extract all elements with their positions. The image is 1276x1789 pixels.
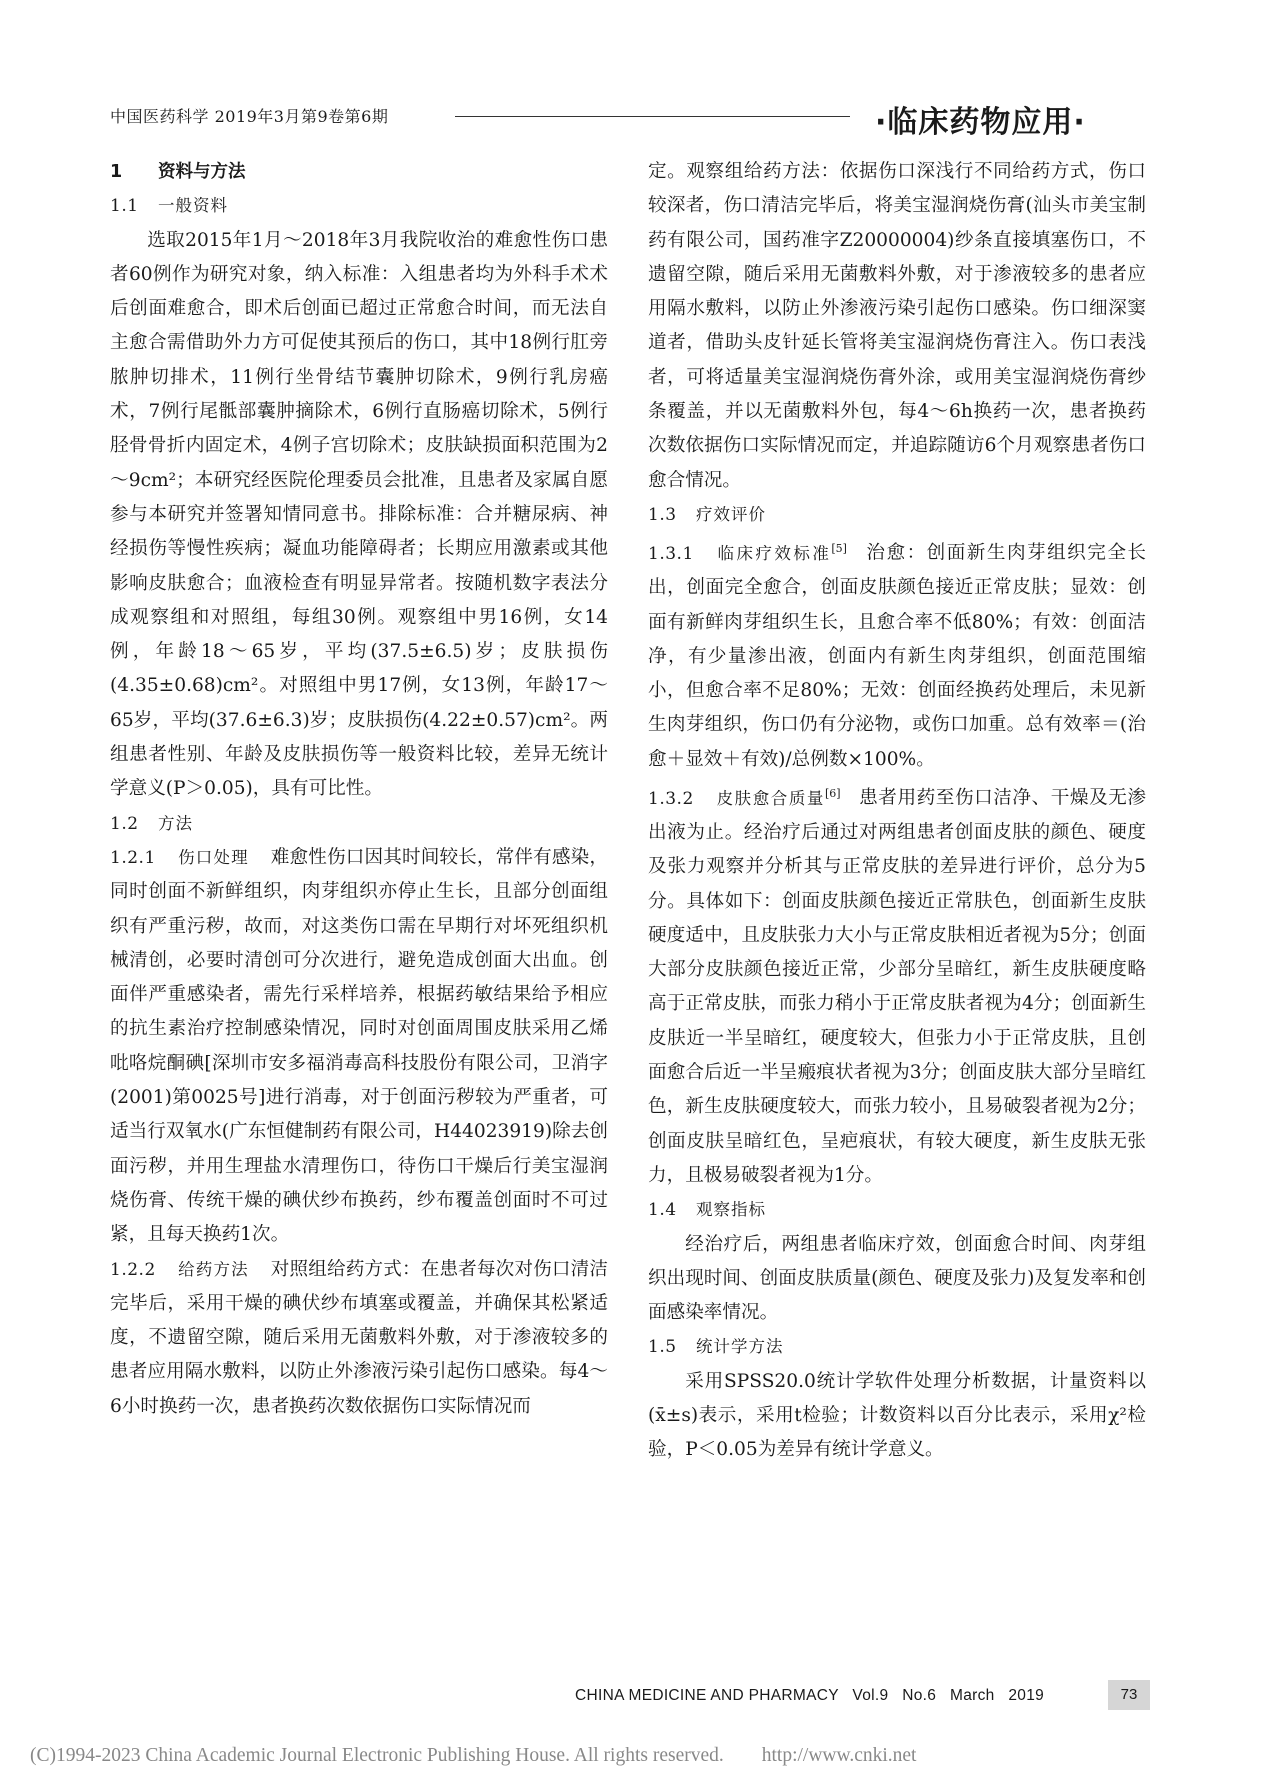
paragraph-administration-cont: 定。观察组给药方法：依据伤口深浅行不同给药方式，伤口较深者，伤口清洁完毕后，将美宝湿润烧伤膏(汕头市美宝制药有限公司，国药准字Z20000004)纱条直接填塞伤口，不遗留空隙，随后采用无菌敷料外敷，对于渗液较多的患者应用隔水敷料，以防止外渗液污染引起伤口感染。伤口细深窦道者，借助头皮针延长管将美宝湿润烧伤膏注入。伤口表浅者，可将适量美宝湿润烧伤膏外涂，或用美宝湿润烧伤膏纱条覆盖，并以无菌敷料外包，每4～6h换药一次，患者换药次数依据伤口实际情况而定，并追踪随访6个月观察患者伤口愈合情况。 xyxy=(648,161,1146,491)
paragraph-skin-quality xyxy=(648,777,1146,1193)
heading-label: 临床疗效标准 xyxy=(716,543,832,563)
right-column xyxy=(648,155,1146,1468)
heading-1-1 xyxy=(110,189,608,223)
header-rule xyxy=(455,116,850,117)
heading-label: 方法 xyxy=(158,813,193,833)
heading-label: 资料与方法 xyxy=(158,162,246,182)
heading-label: 皮肤愈合质量 xyxy=(716,788,825,808)
heading-label: 伤口处理 xyxy=(178,847,249,867)
paragraph-clinical-criteria xyxy=(648,532,1146,777)
heading-number: 1.2.2 xyxy=(110,1259,156,1280)
cnki-link[interactable]: http://www.cnki.net xyxy=(761,1745,917,1766)
heading-number: 1.3 xyxy=(648,504,677,525)
heading-number: 1.3.1 xyxy=(648,543,694,564)
heading-1-4 xyxy=(648,1193,1146,1227)
heading-1-2 xyxy=(110,807,608,841)
footer-journal: CHINA MEDICINE AND PHARMACY Vol.9 No.6 March 2019 xyxy=(575,1687,1045,1704)
paragraph-text: 对照组给药方式：在患者每次对伤口清洁完毕后，采用干燥的碘伏纱布填塞或覆盖，并确保其松紧适度，不遗留空隙，随后采用无菌敷料外敷，对于渗液较多的患者应用隔水敷料，以防止外渗液污染引起伤口感染。每4～6小时换药一次，患者换药次数依据伤口实际情况而 xyxy=(110,1258,608,1417)
paragraph-text: 难愈性伤口因其时间较长，常伴有感染，同时创面不新鲜组织，肉芽组织亦停止生长，且部分创面组织有严重污秽，故而，对这类伤口需在早期行对坏死组织机械清创，必要时清创可分次进行，避免造成创面大出血。创面伴严重感染者，需先行采样培养，根据药敏结果给予相应的抗生素治疗控制感染情况，同时对创面周围皮肤采用乙烯吡咯烷酮碘[深圳市安多福消毒高科技股份有限公司，卫消字(2001)第0025号]进行消毒，对于创面污秽较为严重者，可适当行双氧水(广东恒健制药有限公司，H44023919)除去创面污秽，并用生理盐水清理伤口，待伤口干燥后行美宝湿润烧伤膏、传统干燥的碘伏纱布换药，纱布覆盖创面时不可过紧，且每天换药1次。 xyxy=(110,846,608,1246)
paragraph-text: 患者用药至伤口洁净、干燥及无渗出液为止。经治疗后通过对两组患者创面皮肤的颜色、硬度及张力观察并分析其与正常皮肤的差异进行评价，总分为5分。具体如下：创面皮肤颜色接近正常肤色，创面新生皮肤硬度适中，且皮肤张力大小与正常皮肤相近者视为5分；创面大部分皮肤颜色接近正常，少部分呈暗红，新生皮肤硬度略高于正常皮肤，而张力稍小于正常皮肤者视为4分；创面新生皮肤近一半呈暗红，硬度较大，但张力小于正常皮肤，且创面愈合后近一半呈瘢痕状者视为3分；创面皮肤大部分呈暗红色，新生皮肤硬度较大，而张力较小，且易破裂者视为2分；创面皮肤呈暗红色，呈疤痕状，有较大硬度，新生皮肤无张力，且极易破裂者视为1分。 xyxy=(648,787,1146,1186)
heading-number: 1.3.2 xyxy=(648,788,694,809)
heading-1-5 xyxy=(648,1330,1146,1364)
page-number: 73 xyxy=(1108,1680,1150,1710)
paragraph-general-data: 选取2015年1月～2018年3月我院收治的难愈性伤口患者60例作为研究对象，纳入标准：入组患者均为外科手术术后创面难愈合，即术后创面已超过正常愈合时间，而无法自主愈合需借助外力方可促使其预后的伤口，其中18例行肛旁脓肿切排术，11例行坐骨结节囊肿切除术，9例行乳房癌术，7例行尾骶部囊肿摘除术，6例行直肠癌切除术，5例行胫骨骨折内固定术，4例子宫切除术；皮肤缺损面积范围为2～9cm²；本研究经医院伦理委员会批准，且患者及家属自愿参与本研究并签署知情同意书。排除标准：合并糖尿病、神经损伤等慢性疾病；凝血功能障碍者；长期应用激素或其他影响皮肤愈合；血液检查有明显异常者。按随机数字表法分成观察组和对照组，每组30例。观察组中男16例，女14例，年龄18～65岁，平均(37.5±6.5)岁；皮肤损伤(4.35±0.68)cm²。对照组中男17例，女13例，年龄17～65岁，平均(37.6±6.3)岁；皮肤损伤(4.22±0.57)cm²。两组患者性别、年龄及皮肤损伤等一般资料比较，差异无统计学意义(P＞0.05)，具有可比性。 xyxy=(110,229,608,800)
heading-number: 1 xyxy=(110,162,123,182)
heading-number: 1.4 xyxy=(648,1200,677,1221)
journal-header: 中国医药科学 2019年3月第9卷第6期 xyxy=(110,107,389,126)
copyright-line xyxy=(30,1745,916,1767)
heading-1 xyxy=(110,155,608,189)
reference-marker: [6] xyxy=(824,787,841,800)
copyright-text: (C)1994-2023 China Academic Journal Electronic Publishing House. All rights reserved. xyxy=(30,1745,724,1766)
paragraph-observation: 经治疗后，两组患者临床疗效，创面愈合时间、肉芽组织出现时间、创面皮肤质量(颜色、硬度及张力)及复发率和创面感染率情况。 xyxy=(648,1233,1146,1324)
paragraph-administration xyxy=(110,1253,608,1424)
heading-label: 观察指标 xyxy=(696,1200,766,1220)
heading-number: 1.5 xyxy=(648,1337,677,1358)
paragraph-text: 治愈：创面新生肉芽组织完全长出，创面完全愈合，创面皮肤颜色接近正常皮肤；显效：创面有新鲜肉芽组织生长，且愈合率不低80%；有效：创面洁净，有少量渗出液，创面内有新生肉芽组织，创面范围缩小，但愈合率不足80%；无效：创面经换药处理后，未见新生肉芽组织，伤口仍有分泌物，或伤口加重。总有效率＝(治愈＋显效＋有效)/总例数×100%。 xyxy=(648,542,1146,770)
paragraph-statistics: 采用SPSS20.0统计学软件处理分析数据，计量资料以(x̄±s)表示，采用t检验；计数资料以百分比表示，采用χ²检验，P＜0.05为差异有统计学意义。 xyxy=(648,1370,1146,1461)
heading-label: 给药方法 xyxy=(178,1259,249,1279)
heading-number: 1.2 xyxy=(110,813,139,834)
heading-label: 统计学方法 xyxy=(696,1337,784,1357)
heading-number: 1.1 xyxy=(110,196,139,217)
heading-number: 1.2.1 xyxy=(110,847,156,868)
reference-marker: [5] xyxy=(831,542,847,556)
heading-label: 疗效评价 xyxy=(696,504,766,524)
paragraph-wound-treatment xyxy=(110,841,608,1253)
heading-label: 一般资料 xyxy=(158,196,228,216)
heading-1-3 xyxy=(648,498,1146,532)
left-column xyxy=(110,155,608,1424)
section-title: ·临床药物应用· xyxy=(875,105,1086,140)
